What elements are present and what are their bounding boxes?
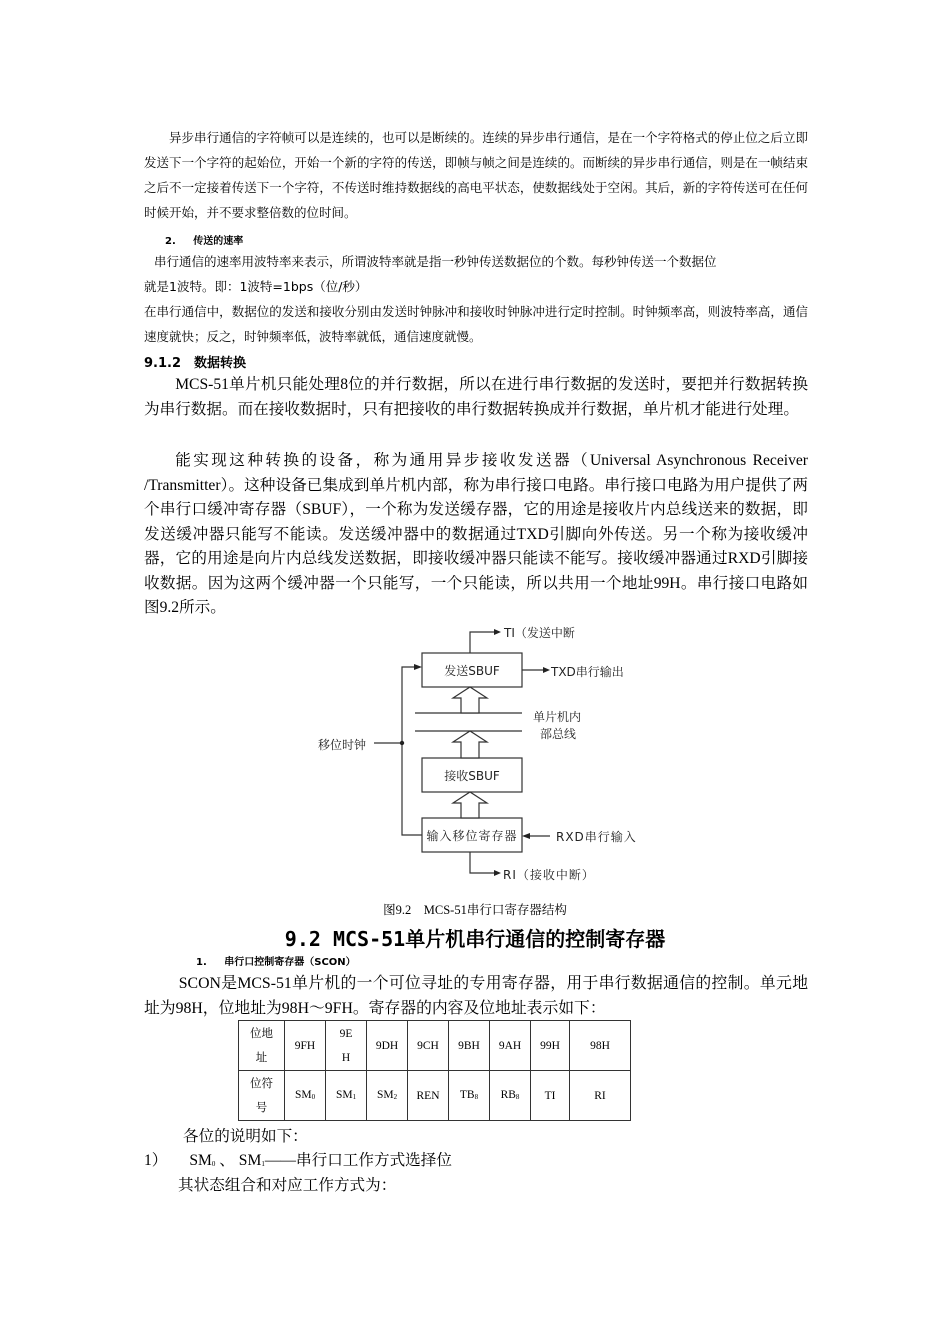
table-cell: $SM_1$ [326, 1071, 367, 1121]
sm0-symbol: $SM_0$ [189, 1152, 216, 1169]
table-cell: $SM_0$ [285, 1071, 326, 1121]
separator: 、 [219, 1152, 235, 1169]
table-cell: 9CH [408, 1021, 449, 1071]
send-sbuf-label: 发送SBUF [444, 664, 500, 678]
table-cell: REN [408, 1071, 449, 1121]
scon-subheading [196, 953, 356, 968]
scon-register-table [238, 1020, 631, 1121]
table-cell: 99H [531, 1021, 570, 1071]
rate-heading [165, 232, 243, 247]
rate-paragraph-2: 在串行通信中，数据位的发送和接收分别由发送时钟脉冲和接收时钟脉冲进行定时控制。时钟频率高，则波特率高，通信速度就快；反之，时钟频率低，波特率就低，通信速度就慢。 [144, 304, 808, 344]
ti-interrupt-label: TI（发送中断 [504, 626, 575, 640]
conversion-paragraph-1: MCS-51单片机只能处理8位的并行数据，所以在进行串行数据的发送时，要把并行数据转换为串行数据。而在接收数据时，只有把接收的串行数据转换成并行数据，单片机才能进行处理。 [144, 376, 808, 418]
table-cell: 98H [570, 1021, 631, 1071]
table-cell: $RB_8$ [490, 1071, 531, 1121]
sm1-symbol: $SM_1$ [238, 1152, 265, 1169]
table-cell: 9E H [326, 1021, 367, 1071]
item-description: ——串行口工作方式选择位 [264, 1152, 452, 1169]
async-frame-paragraph: 异步串行通信的字符帧可以是连续的，也可以是断续的。连续的异步串行通信，是在一个字符格式的停止位之后立即发送下一个字符的起始位，开始一个新的字符的传送，即帧与帧之间是连续的。而断续的异步串行通信，则是在一帧结束之后不一定接着传送下一个字符，不传送时维持数据线的高电平状态，使数据线处于空闲。其后，新的字符传送可在任何时候开始，并不要求整倍数的位时间。 [144, 130, 808, 220]
item-number: 1） [144, 1152, 168, 1169]
table-cell: $TB_8$ [449, 1071, 490, 1121]
rxd-input-label: RXD串行输入 [556, 830, 637, 844]
table-cell: 9DH [367, 1021, 408, 1071]
rate-line-2: 就是1波特。即：1波特=1bps（位/秒） [144, 279, 368, 294]
table-cell: 9BH [449, 1021, 490, 1071]
rate-paragraph-1 [144, 249, 808, 299]
section-92-heading: 9.2 MCS-51单片机串行通信的控制寄存器 [284, 927, 666, 951]
scon-subheading-text: 串行口控制寄存器（SCON） [224, 957, 356, 968]
rate-heading-number: 2. [165, 236, 176, 247]
section-912-heading: 9.1.2 数据转换 [144, 356, 247, 371]
conversion-paragraph-2: 能实现这种转换的设备，称为通用异步接收发送器（Universal Asynchronous Receiver /Transmitter）。这种设备已集成到单片机内部，称为串行接口电路。串行接口电路为用户提供了两个串行口缓冲寄存器（SBUF），一个称为发送缓存器，它的用途是接收片内总线送来的数据，即发送缓冲器只能写不能读。发送缓冲器中的数据通过TXD引脚向外传送。另一个称为接收缓冲器，它的用途是向片内总线发送数据，即接收缓冲器只能读不能写。接收缓冲器通过RXD引脚接收数据。因为这两个缓冲器一个只能写，一个只能读，所以共用一个地址99H。串行接口电路如图9.2所示。 [144, 452, 808, 616]
explanation-follow: 其状态组合和对应工作方式为： [178, 1177, 397, 1194]
table-cell: RI [570, 1071, 631, 1121]
table-cell: TI [531, 1071, 570, 1121]
scon-subheading-number: 1. [196, 957, 207, 968]
table-row-bit-address [239, 1021, 631, 1071]
bus-label-line-2: 部总线 [540, 727, 577, 741]
scon-intro-paragraph: SCON是MCS-51单片机的一个可位寻址的专用寄存器，用于串行数据通信的控制。单元地址为98H，位地址为98H～9FH。寄存器的内容及位地址表示如下： [144, 975, 808, 1017]
explanation-item-1 [144, 1149, 452, 1177]
shift-clock-label: 移位时钟 [318, 738, 367, 752]
table-row-bit-symbol [239, 1071, 631, 1121]
input-shift-register-label: 输入移位寄存器 [426, 829, 518, 843]
rate-line-1: 串行通信的速率用波特率来表示，所谓波特率就是指一秒钟传送数据位的个数。每秒钟传送一个数据位 [154, 254, 717, 269]
table-cell: 9FH [285, 1021, 326, 1071]
bit-symbol-header: 位符 号 [239, 1071, 285, 1121]
txd-output-label: TXD串行输出 [551, 665, 624, 679]
receive-sbuf-label: 接收SBUF [444, 769, 500, 783]
table-cell: 9AH [490, 1021, 531, 1071]
figure-caption: 图9.2 MCS-51串行口寄存器结构 [383, 903, 567, 917]
rate-heading-text: 传送的速率 [193, 236, 244, 247]
bus-label-line-1: 单片机内 [533, 710, 582, 724]
bit-address-header: 位地 址 [239, 1021, 285, 1071]
table-cell: $SM_2$ [367, 1071, 408, 1121]
ri-interrupt-label: RI（接收中断） [503, 868, 595, 882]
bit-explanation-intro: 各位的说明如下： [183, 1128, 308, 1145]
